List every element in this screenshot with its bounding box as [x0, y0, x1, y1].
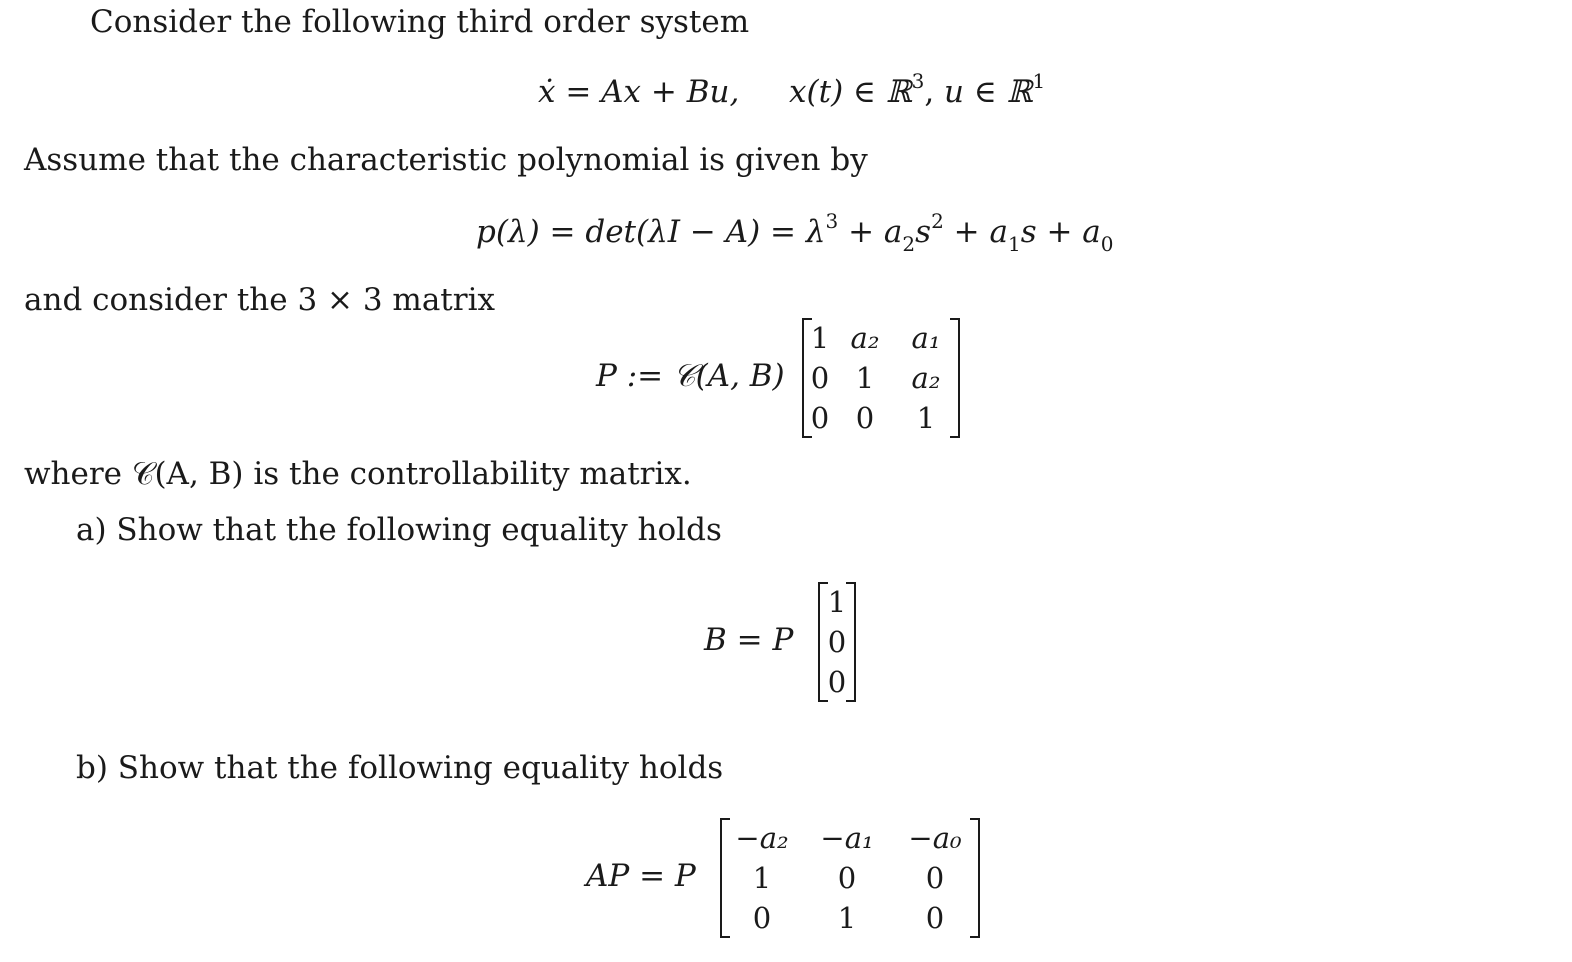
p-definition-text: P := 𝒞(A, B) [596, 358, 785, 394]
matrix-cell: 1 [810, 321, 830, 355]
sub-1: 1 [1007, 232, 1021, 257]
consider-text [24, 282, 495, 318]
matrix-cell: −a₁ [820, 821, 874, 855]
char-poly-lhs: p(λ) = det(λI − A) = λ [476, 214, 826, 250]
intro-line: Consider the following third order system [90, 4, 750, 40]
vector-cell: 0 [827, 665, 847, 699]
unit-vector [818, 582, 856, 702]
matrix-cell: a₂ [911, 361, 941, 395]
matrix-cell: −a₂ [735, 821, 789, 855]
b-equation-text: B = P [704, 622, 794, 658]
assume-line: Assume that the characteristic polynomial is given by [24, 142, 868, 178]
matrix-cell: 0 [855, 401, 875, 435]
lambda-exp: 3 [825, 208, 839, 233]
assume-text [24, 142, 868, 178]
state-equation-lhs: ẋ = Ax + Bu, [538, 74, 740, 110]
sub-0: 0 [1100, 232, 1114, 257]
term-a2: + a [838, 214, 903, 250]
ap-equation-lhs [586, 858, 696, 894]
matrix-cell: 1 [752, 861, 772, 895]
matrix-cell: a₂ [850, 321, 880, 355]
term-a1: + a [943, 214, 1008, 250]
b-equation-lhs [704, 622, 793, 658]
ap-equation-text: AP = P [586, 858, 696, 894]
sub-2: 2 [902, 232, 916, 257]
input-domain: u ∈ ℝ [944, 74, 1033, 110]
part-a-text: a) Show that the following equality holds [76, 512, 722, 548]
matrix-cell: 0 [925, 861, 945, 895]
state-dim: 3 [911, 68, 925, 93]
domain-separator: , [924, 74, 935, 110]
matrix-cell: 1 [837, 901, 857, 935]
s-squared: s [915, 214, 932, 250]
matrix-cell: 0 [810, 401, 830, 435]
char-poly-equation [476, 208, 1114, 257]
consider-line: and consider the 3 × 3 matrix [24, 282, 495, 318]
matrix-cell: 1 [855, 361, 875, 395]
companion-matrix [720, 818, 980, 938]
s-exp: 2 [931, 208, 944, 233]
input-dim: 1 [1032, 68, 1046, 93]
matrix-cell: 0 [810, 361, 830, 395]
p-definition-lhs [596, 358, 785, 394]
state-domain: x(t) ∈ ℝ [789, 74, 912, 110]
matrix-cell: 0 [752, 901, 772, 935]
part-a-label [76, 512, 722, 548]
matrix-cell: −a₀ [908, 821, 962, 855]
p-upper-matrix [802, 318, 960, 438]
part-b-label [76, 750, 723, 786]
vector-cell: 1 [827, 585, 847, 619]
part-b-text: b) Show that the following equality holds [76, 750, 724, 786]
matrix-cell: 1 [916, 401, 936, 435]
where-text [24, 456, 692, 492]
matrix-cell: a₁ [911, 321, 941, 355]
state-equation [538, 68, 1046, 110]
matrix-cell: 0 [837, 861, 857, 895]
vector-cell: 0 [827, 625, 847, 659]
where-line: where 𝒞(A, B) is the controllability matrix. [24, 456, 692, 492]
intro-text [90, 4, 749, 40]
matrix-cell: 0 [925, 901, 945, 935]
term-s-a0: s + a [1020, 214, 1101, 250]
